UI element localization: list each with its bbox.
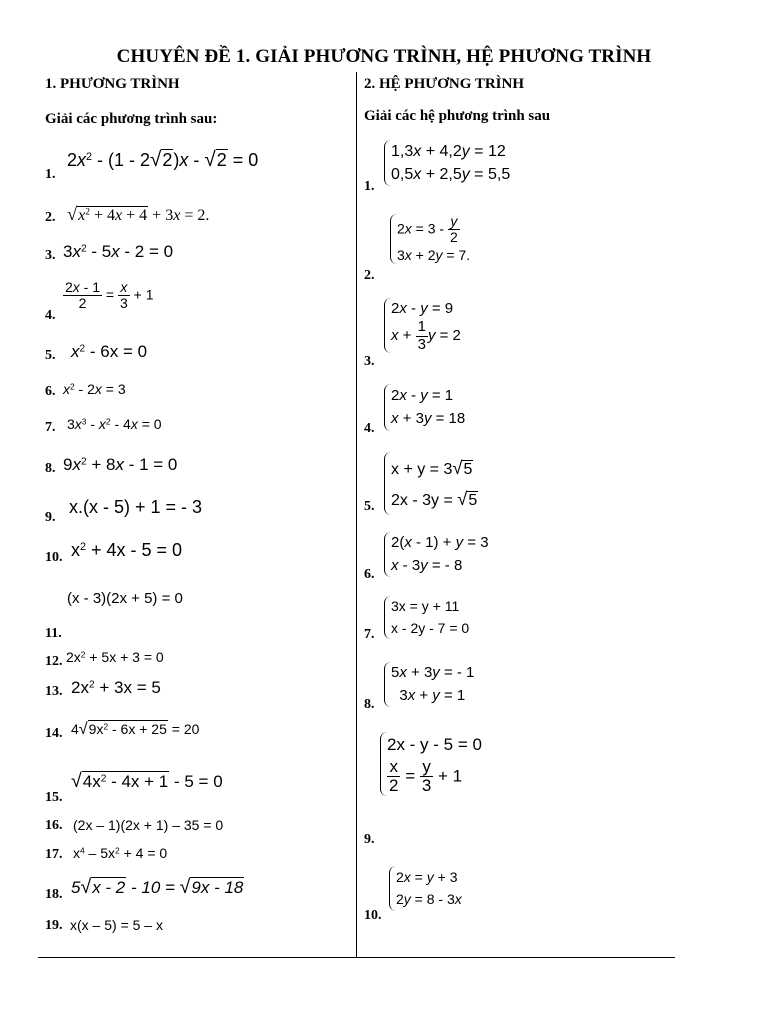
eq-number: 18. xyxy=(45,887,63,902)
eq-number: 19. xyxy=(45,918,63,933)
system-number: 9. xyxy=(364,832,375,847)
system-number: 1. xyxy=(364,179,375,194)
system-8: 5x + 3y = - 1 3x + y = 1 xyxy=(384,662,474,707)
equation-6: $x^2 - 2x = 3$ xyxy=(63,381,126,397)
equation-19: x(x – 5) = 5 – x xyxy=(70,917,163,933)
eq-number: 8. xyxy=(45,461,56,476)
equation-11: (x - 3)(2x + 5) = 0 xyxy=(67,590,183,607)
system-1: 1,3x + 4,2y = 12 0,5x + 2,5y = 5,5 xyxy=(384,140,510,186)
system-2: 2x = 3 - $\frac{y}{2}$ 3x + 2y = 7. xyxy=(390,214,470,264)
equation-16: (2x – 1)(2x + 1) – 35 = 0 xyxy=(73,817,224,833)
equation-7: $3x^3 - x^2 - 4x = 0$ xyxy=(67,416,162,432)
eq-number: 10. xyxy=(45,550,63,565)
eq-number: 15. xyxy=(45,790,63,805)
equation-12: $2x^2 + 5x + 3 = 0$ xyxy=(66,649,164,665)
column-divider xyxy=(356,72,357,958)
equation-9: x.(x - 5) + 1 = - 3 xyxy=(69,497,203,517)
eq-number: 4. xyxy=(45,308,56,323)
system-9: 2x - y - 5 = 0 $\frac{x}{2}$ = $\frac{y}{3}$ + 1 xyxy=(380,732,482,796)
equation-5: $x^2 - 6x = 0$ xyxy=(71,342,148,361)
eq-number: 6. xyxy=(45,384,56,399)
equation-10: $x^2 + 4x - 5 = 0$ xyxy=(71,540,183,560)
system-number: 10. xyxy=(364,908,382,923)
page-title: CHUYÊN ĐỀ 1. GIẢI PHƯƠNG TRÌNH, HỆ PHƯƠNG TRÌNH xyxy=(116,46,652,67)
left-instruction: Giải các phương trình sau: xyxy=(45,111,218,127)
equation-2: $√x^2 + 4x + 4 + 3x = 2$. xyxy=(67,204,210,224)
system-6: 2(x - 1) + y = 3 x - 3y = - 8 xyxy=(384,532,489,577)
eq-number: 12. xyxy=(45,654,63,669)
system-4: 2x - y = 1 x + 3y = 18 xyxy=(384,384,465,431)
equation-8: $9x^2 + 8x - 1 = 0$ xyxy=(63,455,178,474)
eq-number: 9. xyxy=(45,510,56,525)
left-heading: 1. PHƯƠNG TRÌNH xyxy=(45,76,180,92)
eq-number: 14. xyxy=(45,726,63,741)
equation-15: $√4x^2 - 4x + 1 - 5 = 0$ xyxy=(71,770,223,792)
eq-number: 7. xyxy=(45,420,56,435)
system-number: 7. xyxy=(364,627,375,642)
system-number: 4. xyxy=(364,421,375,436)
eq-number: 17. xyxy=(45,847,63,862)
bottom-rule xyxy=(38,957,675,958)
eq-number: 16. xyxy=(45,818,63,833)
equation-14: $4√9x^2 - 6x + 25 = 20$ xyxy=(71,720,200,738)
right-heading: 2. HỆ PHƯƠNG TRÌNH xyxy=(364,76,525,92)
equation-17: $x^4 - 5x^2 + 4 = 0$ xyxy=(73,845,168,861)
equation-18: 5√x - 2 - 10 = √9x - 18 xyxy=(71,876,244,898)
right-instruction: Giải các hệ phương trình sau xyxy=(364,108,551,124)
system-number: 2. xyxy=(364,268,375,283)
system-number: 5. xyxy=(364,499,375,514)
system-number: 6. xyxy=(364,567,375,582)
system-5: x + y = 3√5 2x - 3y = √5 xyxy=(384,452,478,515)
eq-number: 2. xyxy=(45,210,56,225)
system-3: 2x - y = 9 x + $\frac{1}{3}$ y = 2 xyxy=(384,298,461,353)
system-number: 3. xyxy=(364,354,375,369)
equation-4: $\frac{2x - 1}{2}$ = $\frac{x}{3}$ + 1 xyxy=(65,279,154,312)
eq-number: 1. xyxy=(45,167,56,182)
system-7: 3x = y + 11 x - 2y - 7 = 0 xyxy=(384,596,469,639)
eq-number: 3. xyxy=(45,248,56,263)
eq-number: 13. xyxy=(45,684,63,699)
eq-number: 11. xyxy=(45,626,62,641)
system-10: 2x = y + 3 2y = 8 - 3x xyxy=(389,866,462,911)
eq-number: 5. xyxy=(45,348,56,363)
equation-1: $2x^2 - (1 - 2√2)x - √2 = 0$ xyxy=(67,148,259,171)
system-number: 8. xyxy=(364,697,375,712)
equation-13: $2x^2 + 3x = 5$ xyxy=(71,678,161,697)
equation-3: $3x^2 - 5x - 2 = 0$ xyxy=(63,242,174,261)
